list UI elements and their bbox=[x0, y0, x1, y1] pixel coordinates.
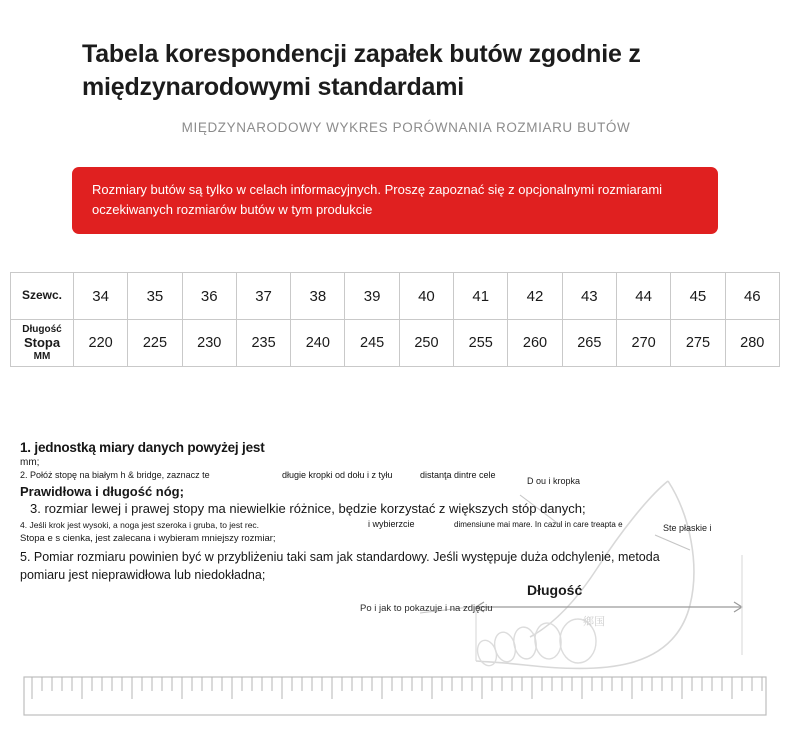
table-cell: 270 bbox=[616, 320, 670, 367]
table-cell: 265 bbox=[562, 320, 616, 367]
note-line-6: Stopa e s cienka, jest zalecana i wybieram mniejszy rozmiar; bbox=[20, 533, 276, 545]
row-header-length-unit: MM bbox=[33, 350, 51, 362]
table-cell: 41 bbox=[454, 273, 508, 320]
table-cell: 43 bbox=[562, 273, 616, 320]
row-header-length-big: Stopa bbox=[23, 334, 61, 350]
diagram-flat-note: Ste płaskie i bbox=[663, 523, 712, 533]
row-header-length-small: Długość bbox=[22, 324, 62, 336]
table-cell: 37 bbox=[236, 273, 290, 320]
diagram-dot-note: D ou i kropka bbox=[527, 476, 581, 486]
table-cell: 40 bbox=[399, 273, 453, 320]
table-row-eu-sizes bbox=[11, 273, 780, 320]
diagram-photo-note: Po i jak to pokazuje i na zdjęciu bbox=[360, 603, 493, 614]
row-header-shoemaker: Szewc. bbox=[11, 273, 74, 320]
size-table bbox=[10, 272, 780, 367]
table-cell: 225 bbox=[128, 320, 182, 367]
note-line-1: 1. jednostką miary danych powyżej jest bbox=[20, 440, 265, 455]
table-cell: 240 bbox=[291, 320, 345, 367]
note-line-5: 4. Jeśli krok jest wysoki, a noga jest szeroka i gruba, to jest rec. bbox=[20, 519, 260, 530]
note-line-4: 3. rozmiar lewej i prawej stopy ma niewielkie różnice, będzie korzystać z większych stóp danych; bbox=[30, 500, 586, 516]
ruler bbox=[24, 677, 766, 715]
header bbox=[0, 0, 790, 135]
table-cell: 235 bbox=[236, 320, 290, 367]
table-cell: 230 bbox=[182, 320, 236, 367]
table-cell: 45 bbox=[671, 273, 725, 320]
notice-banner: Rozmiary butów są tylko w celach informacyjnych. Proszę zapoznać się z opcjonalnymi rozmiarami oczekiwanych rozmiarów butów w tym produkcie bbox=[72, 167, 718, 234]
note-line-2c: distanţa dintre cele bbox=[420, 470, 496, 480]
note-line-5c: dimensiune mai mare. In cazul in care treapta e bbox=[454, 519, 623, 529]
page-subtitle: MIĘDZYNARODOWY WYKRES PORÓWNANIA ROZMIARU BUTÓW bbox=[181, 120, 631, 135]
size-table-wrapper bbox=[10, 272, 780, 367]
table-row-foot-length bbox=[11, 320, 780, 367]
table-cell: 36 bbox=[182, 273, 236, 320]
table-cell: 280 bbox=[725, 320, 779, 367]
notes-block bbox=[20, 440, 720, 586]
table-cell: 250 bbox=[399, 320, 453, 367]
table-cell: 39 bbox=[345, 273, 399, 320]
note-line-2b: długie kropki od dołu i z tyłu bbox=[282, 470, 393, 480]
row-header-length bbox=[11, 320, 74, 367]
table-cell: 255 bbox=[454, 320, 508, 367]
table-cell: 260 bbox=[508, 320, 562, 367]
table-cell: 38 bbox=[291, 273, 345, 320]
note-line-5b: i wybierzcie bbox=[368, 518, 415, 529]
note-line-3: Prawidłowa i długość nóg; bbox=[20, 483, 184, 499]
table-cell: 275 bbox=[671, 320, 725, 367]
note-line-7: 5. Pomiar rozmiaru powinien być w przybliżeniu taki sam jak standardowy. Jeśli występuje duża odchylenie, metoda pomiaru jest nieprawidłowa lub niedokładna; bbox=[20, 549, 660, 583]
table-cell: 42 bbox=[508, 273, 562, 320]
table-cell: 34 bbox=[74, 273, 128, 320]
diagram-watermark: 鄉国 bbox=[583, 616, 605, 628]
note-line-2: 2. Połóż stopę na białym h & bridge, zaznacz te bbox=[20, 470, 210, 480]
table-cell: 46 bbox=[725, 273, 779, 320]
table-cell: 220 bbox=[74, 320, 128, 367]
note-line-1b: mm; bbox=[20, 457, 40, 468]
table-cell: 35 bbox=[128, 273, 182, 320]
diagram-length-label: Długość bbox=[527, 582, 583, 598]
page-title: Tabela korespondencji zapałek butów zgodnie z międzynarodowymi standardami bbox=[82, 40, 641, 101]
table-cell: 245 bbox=[345, 320, 399, 367]
table-cell: 44 bbox=[616, 273, 670, 320]
